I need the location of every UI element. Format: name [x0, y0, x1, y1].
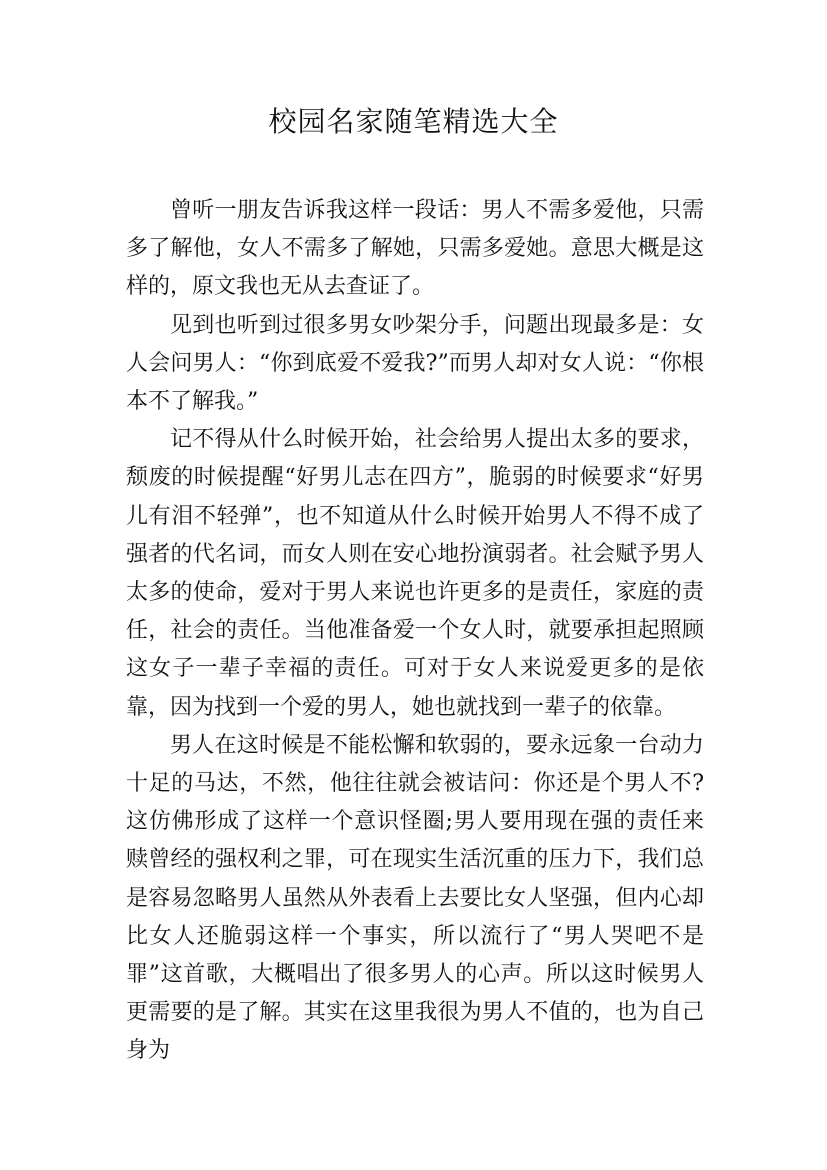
- paragraph-3: 记不得从什么时候开始，社会给男人提出太多的要求，颓废的时候提醒“好男儿志在四方”，脆弱的时候要求“好男儿有泪不轻弹”，也不知道从什么时候开始男人不得不成了强者的代名词，而女人则在安心地扮演弱者。社会赋予男人太多的使命，爱对于男人来说也许更多的是责任，家庭的责任，社会的责任。当他准备爱一个女人时，就要承担起照顾这女子一辈子幸福的责任。可对于女人来说爱更多的是依靠，因为找到一个爱的男人，她也就找到一辈子的依靠。: [126, 427, 704, 720]
- document-body: [126, 192, 704, 1071]
- document-title: 校园名家随笔精选大全: [268, 105, 559, 138]
- paragraph-1: 曾听一朋友告诉我这样一段话：男人不需多爱他，只需多了解他，女人不需多了解她，只需多爱她。意思大概是这样的，原文我也无从去查证了。: [126, 198, 704, 300]
- paragraph-4: 男人在这时候是不能松懈和软弱的，要永远象一台动力十足的马达，不然，他往往就会被诘问：你还是个男人不?这仿佛形成了这样一个意识怪圈;男人要用现在强的责任来赎曾经的强权利之罪，可在现实生活沉重的压力下，我们总是容易忽略男人虽然从外表看上去要比女人坚强，但内心却比女人还脆弱这样一个事实，所以流行了“男人哭吧不是罪”这首歌，大概唱出了很多男人的心声。所以这时候男人更需要的是了解。其实在这里我很为男人不值的，也为自己身为: [126, 732, 704, 1064]
- paragraph-2: 见到也听到过很多男女吵架分手，问题出现最多是：女人会问男人：“你到底爱不爱我?”而男人却对女人说：“你根本不了解我。”: [126, 312, 704, 415]
